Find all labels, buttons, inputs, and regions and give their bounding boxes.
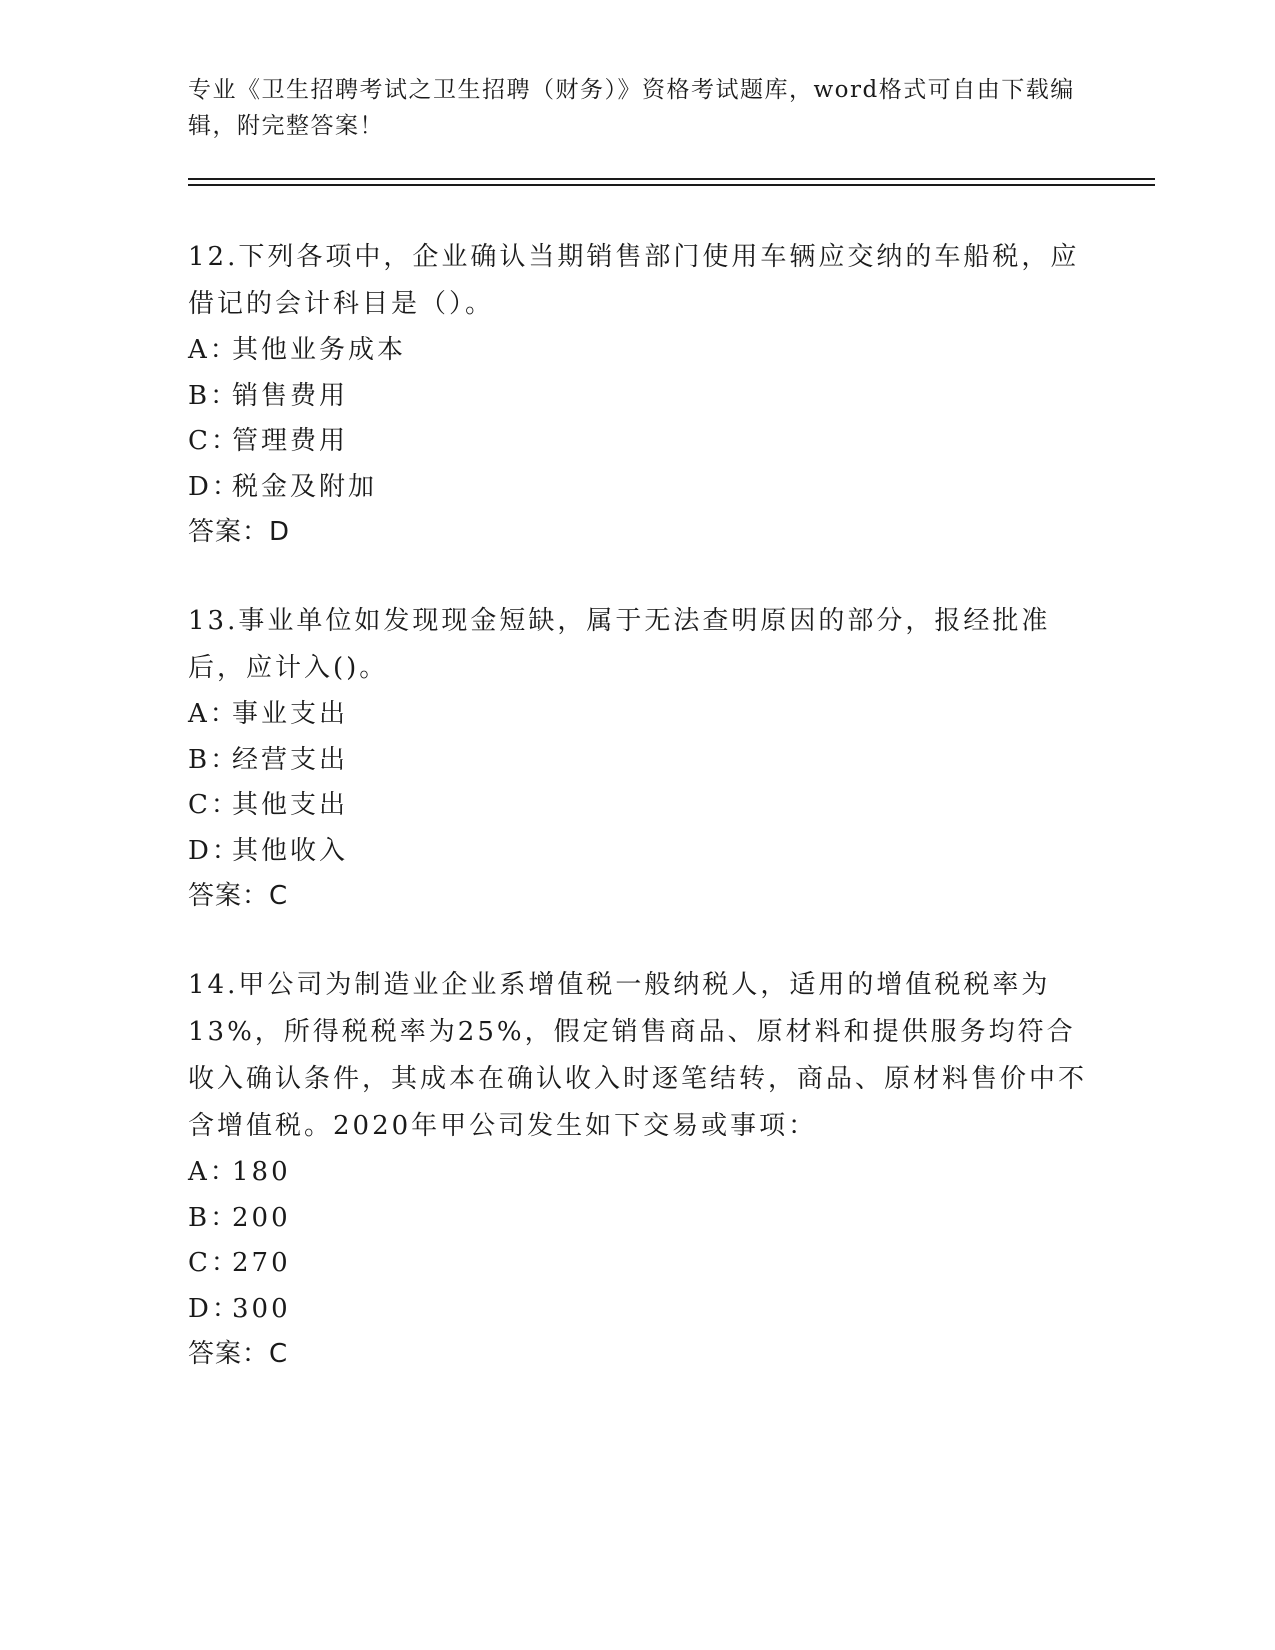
question-stem: 12.下列各项中，企业确认当期销售部门使用车辆应交纳的车船税，应借记的会计科目是（）。 [188, 242, 1080, 319]
option-b [188, 1196, 1088, 1242]
option-text: 300 [232, 1293, 291, 1324]
option-b [188, 374, 1088, 420]
document-header [188, 72, 1088, 144]
option-key: D： [188, 835, 241, 866]
option-key: A： [188, 335, 239, 365]
option-key: D： [188, 1293, 241, 1324]
option-key: B： [188, 1202, 240, 1233]
option-key: C： [188, 426, 240, 456]
option-text: 税金及附加 [232, 471, 378, 502]
question-12 [188, 234, 1088, 556]
option-d [188, 465, 1088, 511]
option-text: 200 [232, 1202, 291, 1233]
option-text: 销售费用 [232, 380, 349, 411]
option-text: 经营支出 [232, 744, 349, 775]
header-divider-top [188, 178, 1155, 180]
option-text: 其他收入 [232, 835, 349, 866]
option-text: 事业支出 [232, 699, 349, 729]
option-b [188, 738, 1088, 784]
option-key: A： [188, 1157, 239, 1187]
option-text: 270 [232, 1248, 291, 1278]
option-a [188, 1150, 1088, 1196]
option-key: D： [188, 471, 241, 502]
option-c [188, 1241, 1088, 1287]
option-text: 180 [232, 1157, 291, 1187]
option-text: 管理费用 [232, 426, 349, 456]
question-stem: 13.事业单位如发现现金短缺，属于无法查明原因的部分，报经批准后，应计入()。 [188, 606, 1051, 683]
header-text: 专业《卫生招聘考试之卫生招聘（财务）》资格考试题库，word格式可自由下载编辑，附完整答案！ [188, 77, 1075, 139]
option-a [188, 692, 1088, 738]
option-key: C： [188, 1248, 240, 1278]
option-a [188, 328, 1088, 374]
header-divider-bottom [188, 184, 1155, 186]
question-14 [188, 962, 1088, 1378]
option-key: A： [188, 699, 239, 729]
option-text: 其他支出 [232, 790, 349, 820]
option-c [188, 783, 1088, 829]
option-key: C： [188, 790, 240, 820]
option-key: B： [188, 380, 240, 411]
option-c [188, 419, 1088, 465]
option-text: 其他业务成本 [232, 335, 407, 365]
option-key: B： [188, 744, 240, 775]
option-d [188, 829, 1088, 875]
answer-line: 答案：C [188, 1339, 289, 1369]
answer-line: 答案：C [188, 881, 289, 911]
option-d [188, 1287, 1088, 1333]
answer-line: 答案：D [188, 517, 291, 547]
question-stem: 14.甲公司为制造业企业系增值税一般纳税人，适用的增值税税率为13%，所得税税率为25%，假定销售商品、原材料和提供服务均符合收入确认条件，其成本在确认收入时逐笔结转，商品、原材料售价中不含增值税。2020年甲公司发生如下交易或事项： [188, 970, 1088, 1141]
question-13 [188, 598, 1088, 920]
